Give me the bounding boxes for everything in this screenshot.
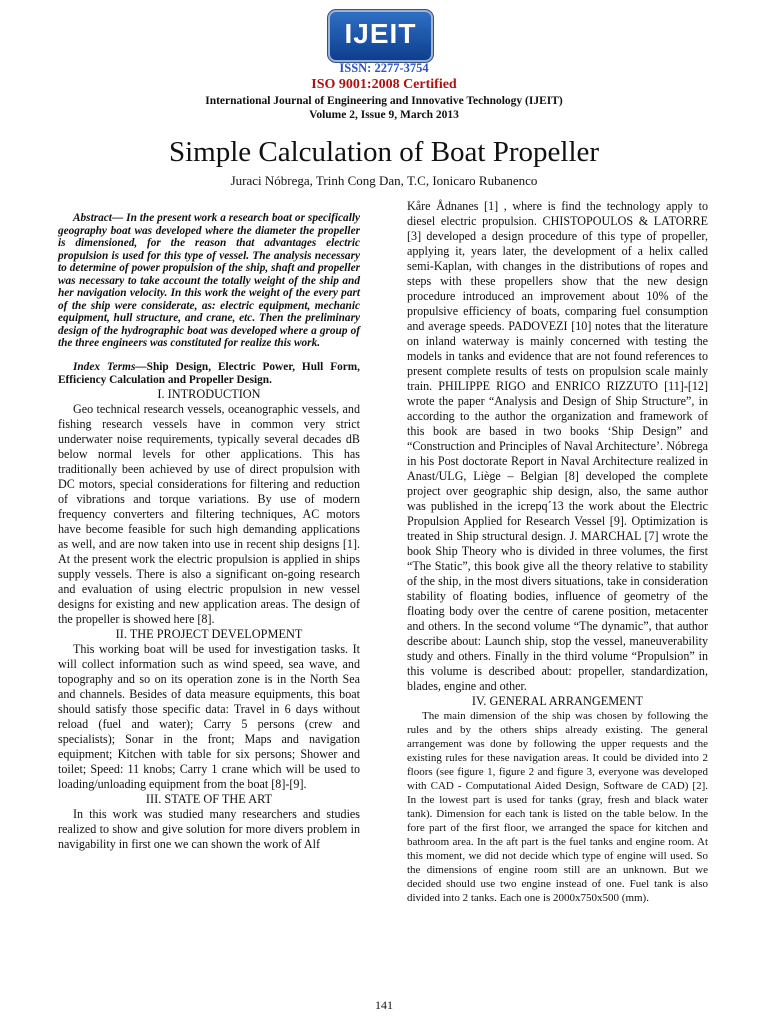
journal-name: International Journal of Engineering and Innovative Technology (IJEIT) [205,95,563,107]
state-of-art-paragraph-start: In this work was studied many researchers and studies realized to show and give solution for more divers problem in navigability in first one we can shown the work of Alf [58,806,360,851]
volume-issue: Volume 2, Issue 9, March 2013 [309,109,459,121]
logo-text: IJEIT [344,18,417,49]
journal-logo [330,12,431,60]
section-heading-state-of-art: III. STATE OF THE ART [145,791,273,806]
general-arrangement-paragraph: The main dimension of the ship was chosen by following the rules and by the others ships already existing. The general arrangement was done by following the upper requests and the existing rules for these navigation areas. It could be divided into 2 floors (see figure 1, figure 2 and figure 3, everyone was developed with CAD - Computational Aided Design, Software de CAD) [2]. In the lowest part is used for tanks (gray, fresh and black water tank). Dimension for each tank is listed on the table below. In the fore part of the first floor, we arranged the space for kitchen and bathroom area. In the aft part is the fuel tanks and engine room. At this moment, we did not decide which type of engine will used. So the dimensions of engine room still are an unknown. But we decided should use two engine instead of one. Fuel tank is also divided into 2 tanks. Each one is 2000x750x500 (mm). [407,710,708,904]
section-heading-general-arrangement: IV. GENERAL ARRANGEMENT [471,694,644,708]
issn: ISSN: 2277-3754 [339,61,429,75]
index-terms-label: Index Terms— [73,360,147,373]
page-number: 141 [375,998,393,1012]
abstract [58,212,360,350]
project-development-paragraph: This working boat will be used for investigation tasks. It will collect information such as wind speed, sea wave, and topography and so on its operation zone is in the North Sea and channels. Besides of data measure equipments, this boat should satisfy those specific data: Travel in 6 days without reload (fuel and water); Carry 5 persons (crew and specialists); Sonar in the front; Maps and navigation equipment; Kitchen with table for six persons; Shower and toilet; Speed: 11 knobs; Carry 1 crane which will be used to loading/unloading equipment from the boat [8]-[9]. [58,641,360,791]
section-heading-project-development: II. THE PROJECT DEVELOPMENT [115,626,303,641]
introduction-paragraph: Geo technical research vessels, oceanographic vessels, and fishing research vessels have in common very strict underwater noise requirements, typically several decades dB below normal levels for other applications. This has traditionally been achieved by use of direct propulsion with DC motors, special considerations for filtering and reduction of vibrations and torque variations. By use of modern frequency converters and filtering techniques, AC motors have become feasible for such high demanding applications as well, and are now taken into use in recent ship designs [1]. At the present work the electric propulsion is applied in ships supply vessels. There is also a significant on-going research and evaluation of using electric propulsion in new vessel designs for existing and new application areas. The design of the propeller is showed here [8]. [58,401,360,626]
abstract-label: Abstract— [73,212,124,224]
index-terms-text: Ship Design, Electric Power, Hull Form, Efficiency Calculation and Propeller Design. [58,360,360,386]
paper-title: Simple Calculation of Boat Propeller [168,136,600,168]
index-terms [58,361,360,387]
section-heading-introduction: I. INTRODUCTION [157,386,261,401]
paper-authors: Juraci Nóbrega, Trinh Cong Dan, T.C, Ionicaro Rubanenco [230,173,538,188]
right-column [407,199,708,905]
iso-certification: ISO 9001:2008 Certified [311,77,457,92]
state-of-art-paragraph-continued: Kåre Ådnanes [1] , where is find the technology apply to diesel electric propulsion. CHISTOPOULOS & LATORRE [3] developed a design procedure of this type of propeller, applying it, years later, the development of a helix called semi-Kaplan, with changes in the distributions of ropes and steps with these propellers show that the new design procedure introduced an improvement about 10% of the propulsive efficiency of boats, comparing fuel consumption and average speeds. PADOVEZI [10] notes that the literature on inland waterway is mainly concerned with testing the models in tanks and evidence that are not found references to present complete results of tests on propulsion scale mainly train. PHILIPPE RIGO and ENRICO RIZZUTO [11]-[12] wrote the paper “Analysis and Design of Ship Structure”, in according to the author the organization and framework of this book are based in two books ‘Ship Design” and “Construction and Principles of Naval Architecture’. Nóbrega in his Post doctorate Report in Naval Architecture realized in Anast/ULG, Liège – Belgian [8] developed the complete project over geographic ship design, also, the same author was published in the icrepq´13 the work about the Electric Propulsion Applied for Research Vessel [9]. Optimization is treated in Ship structural design. J. MARCHAL [7] wrote the book Ship Theory who is divided in three volumes, the first “The Static”, this book give all the theory relative to stability of the ship, in the most divers situations, take in consideration stability of floating bodies, influence of geometry of the floating body over the centre of carene position, metacenter and others. In the second volume “The dynamic”, that author describe about: Launch ship, stop the vessel, maneuverability study and others. Finally in the third volume “Propulsion” in this volume is described about: propeller, standardization, blades, engine and other. [407,199,708,693]
left-column [58,212,360,852]
abstract-text: In the present work a research boat or specifically geography boat was developed where the diameter the propeller is dimensioned, for the reason that advantages electric propulsion is used for this type of vessel. The analysis necessary to determine of power propulsion of the ship, shaft and propeller was necessary to take account the totally weight of the ship and her navigation velocity. In this work the weight of the every part of the ship were considerate, as: electric equipment, mechanic equipment, hull structure, and crane, etc. Then the preliminary design of the hydrographic boat was developed where a group of the three engineers was constituted for realize this work. [58,212,360,349]
